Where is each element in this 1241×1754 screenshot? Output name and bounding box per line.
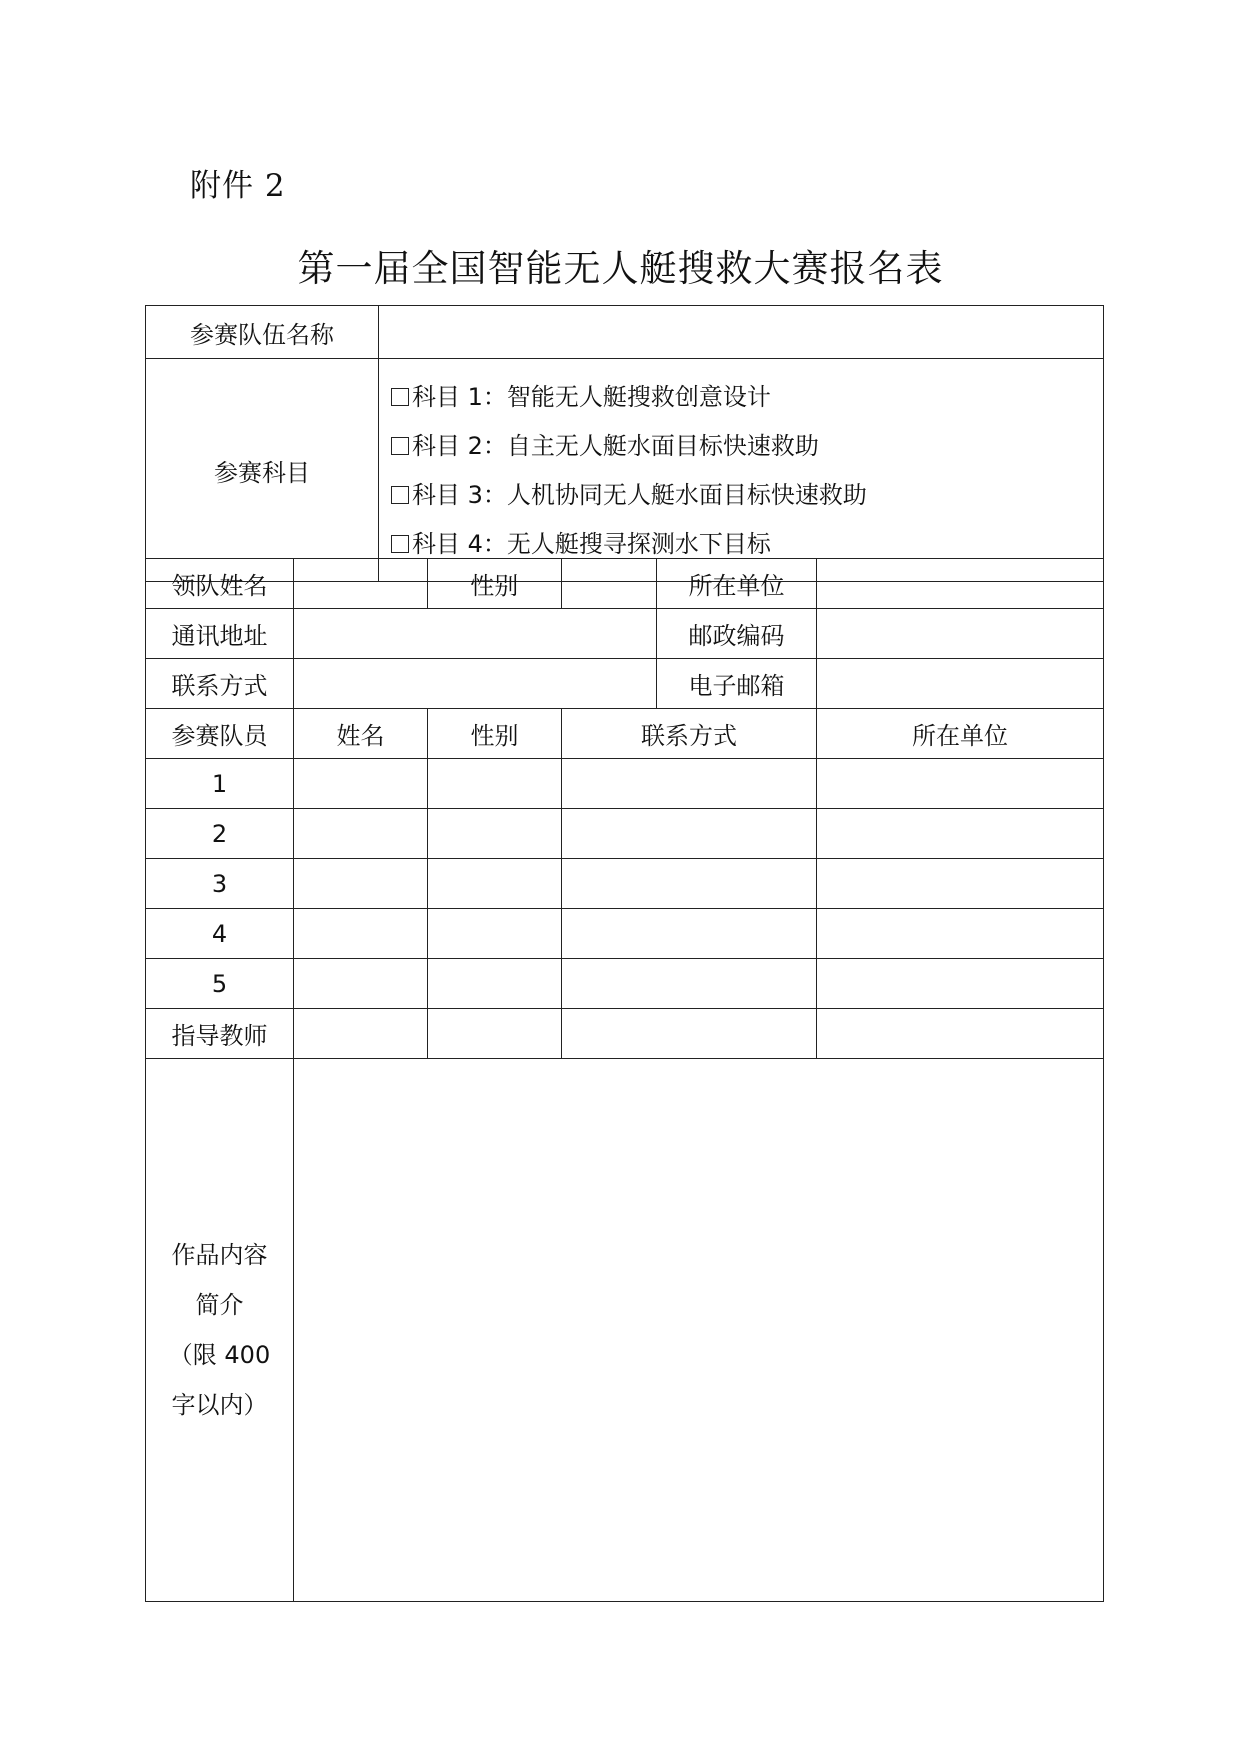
postcode-label: 邮政编码 — [688, 622, 785, 650]
checkbox-icon[interactable] — [391, 486, 409, 504]
checkbox-icon[interactable] — [391, 388, 409, 406]
subjects-options — [379, 359, 1104, 582]
leader-gender-unit-cell — [562, 559, 817, 609]
advisor-label: 指导教师 — [146, 1009, 294, 1059]
members-header-unit: 所在单位 — [817, 709, 1104, 759]
leader-row — [146, 559, 1104, 609]
address-cell — [294, 609, 817, 659]
intro-label-line: 简介 — [195, 1291, 244, 1319]
leader-gender-label: 性别 — [470, 572, 519, 600]
member-index: 5 — [146, 959, 294, 1009]
member-gender-field[interactable] — [428, 959, 562, 1009]
intro-label-line: 作品内容 — [171, 1241, 268, 1269]
member-index: 4 — [146, 909, 294, 959]
address-field[interactable] — [294, 609, 657, 658]
contact-label: 联系方式 — [146, 659, 294, 709]
advisor-gender-field[interactable] — [428, 1009, 562, 1059]
intro-label-line: 字以内） — [171, 1391, 268, 1419]
members-header-row — [146, 709, 1104, 759]
member-unit-field[interactable] — [817, 759, 1104, 809]
email-field[interactable] — [817, 659, 1104, 709]
intro-label — [146, 1059, 294, 1602]
intro-label-line: （限 400 — [168, 1341, 271, 1369]
leader-name-label: 领队姓名 — [146, 559, 294, 609]
attachment-label: 附件 2 — [190, 168, 286, 204]
member-unit-field[interactable] — [817, 809, 1104, 859]
intro-row — [146, 1059, 1104, 1602]
member-name-field[interactable] — [294, 859, 428, 909]
leader-gender-field[interactable] — [562, 559, 657, 608]
table-row — [146, 759, 1104, 809]
leader-unit-field[interactable] — [817, 559, 1104, 609]
team-name-field[interactable] — [379, 306, 1104, 359]
table-row — [146, 959, 1104, 1009]
member-contact-field[interactable] — [562, 909, 817, 959]
registration-table-details — [145, 558, 1104, 1602]
member-index: 3 — [146, 859, 294, 909]
advisor-row — [146, 1009, 1104, 1059]
member-contact-field[interactable] — [562, 809, 817, 859]
member-name-field[interactable] — [294, 809, 428, 859]
checkbox-icon[interactable] — [391, 535, 409, 553]
address-label: 通讯地址 — [146, 609, 294, 659]
member-name-field[interactable] — [294, 959, 428, 1009]
members-header-label: 参赛队员 — [146, 709, 294, 759]
member-gender-field[interactable] — [428, 859, 562, 909]
subject-option-label: 科目 4：无人艇搜寻探测水下目标 — [412, 530, 771, 558]
team-name-row — [146, 306, 1104, 359]
member-unit-field[interactable] — [817, 909, 1104, 959]
advisor-unit-field[interactable] — [817, 1009, 1104, 1059]
subject-option-label: 科目 1：智能无人艇搜救创意设计 — [412, 383, 771, 411]
contact-field[interactable] — [294, 659, 657, 708]
member-contact-field[interactable] — [562, 959, 817, 1009]
member-contact-field[interactable] — [562, 759, 817, 809]
table-row — [146, 859, 1104, 909]
members-header-name: 姓名 — [294, 709, 428, 759]
members-header-gender: 性别 — [428, 709, 562, 759]
leader-name-gender-cell — [294, 559, 562, 609]
checkbox-icon[interactable] — [391, 437, 409, 455]
email-label: 电子邮箱 — [688, 672, 785, 700]
table-row — [146, 809, 1104, 859]
registration-table-top — [145, 305, 1104, 582]
intro-field[interactable] — [294, 1059, 1104, 1602]
subject-option-label: 科目 2：自主无人艇水面目标快速救助 — [412, 432, 819, 460]
member-gender-field[interactable] — [428, 909, 562, 959]
member-name-field[interactable] — [294, 909, 428, 959]
member-unit-field[interactable] — [817, 859, 1104, 909]
postcode-field[interactable] — [817, 609, 1104, 659]
form-title: 第一届全国智能无人艇搜救大赛报名表 — [297, 247, 944, 290]
address-row — [146, 609, 1104, 659]
member-index: 2 — [146, 809, 294, 859]
contact-cell — [294, 659, 817, 709]
subjects-row — [146, 359, 1104, 582]
subject-option-1[interactable] — [391, 373, 1103, 422]
leader-name-field[interactable] — [294, 559, 428, 608]
subjects-label: 参赛科目 — [146, 359, 379, 582]
member-unit-field[interactable] — [817, 959, 1104, 1009]
table-row — [146, 909, 1104, 959]
member-gender-field[interactable] — [428, 759, 562, 809]
contact-row — [146, 659, 1104, 709]
member-gender-field[interactable] — [428, 809, 562, 859]
team-name-label: 参赛队伍名称 — [146, 306, 379, 359]
members-header-contact: 联系方式 — [562, 709, 817, 759]
member-contact-field[interactable] — [562, 859, 817, 909]
member-name-field[interactable] — [294, 759, 428, 809]
leader-unit-label: 所在单位 — [688, 572, 785, 600]
advisor-contact-field[interactable] — [562, 1009, 817, 1059]
member-index: 1 — [146, 759, 294, 809]
subject-option-3[interactable] — [391, 471, 1103, 520]
subject-option-2[interactable] — [391, 422, 1103, 471]
advisor-name-field[interactable] — [294, 1009, 428, 1059]
subject-option-label: 科目 3：人机协同无人艇水面目标快速救助 — [412, 481, 867, 509]
